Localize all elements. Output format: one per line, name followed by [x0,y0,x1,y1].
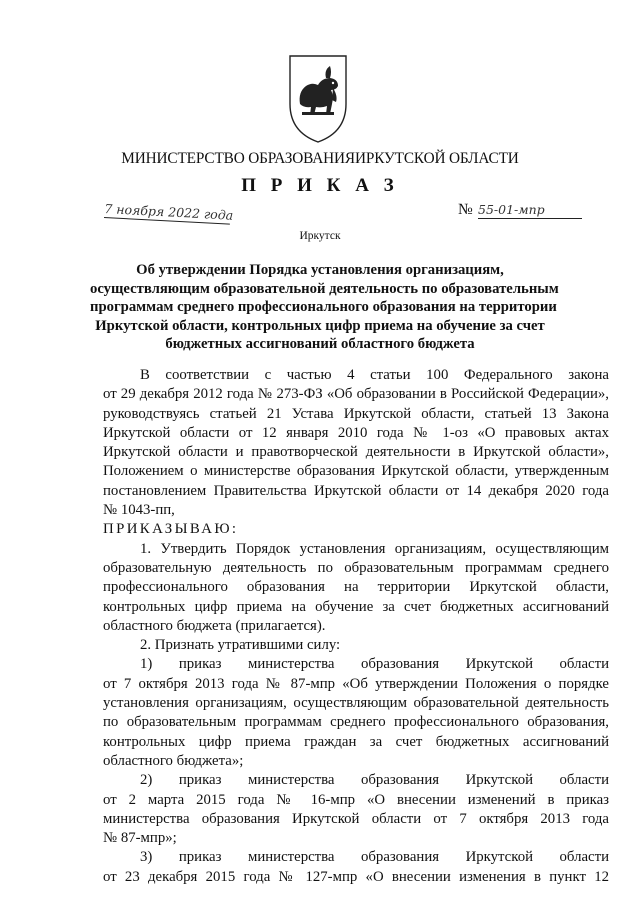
item-1-line: профессионального образования на территории Иркутской области, [103,579,609,596]
order-heading [90,261,559,354]
order-title: П Р И К А З [241,175,399,196]
preamble-line: руководствуясь статьей 21 Устава Иркутской области, статьей 13 Закона [103,405,609,422]
sub-item-1-line: от 7 октября 2013 года № 87-мпр «Об утверждении Положения о порядке [103,675,609,692]
sub-item-1-line: областного бюджета»; [103,752,244,769]
heading-line: Об утверждении Порядка установления организациям, [136,262,504,278]
number-sign: № [458,201,473,218]
item-1-line: контрольных цифр приема на обучение за счет бюджетных ассигнований [103,598,609,615]
preamble-line: от 29 декабря 2012 года № 273-ФЗ «Об образовании в Российской Федерации», [103,386,609,403]
sub-item-1-line: 1) приказ министерства образования Иркутской области [140,656,609,673]
preamble-line: Положением о министерстве образования Иркутской области, утвержденным [103,463,609,480]
item-2-intro: 2. Признать утратившими силу: [140,637,341,654]
heading-line: бюджетных ассигнований областного бюджета [165,336,475,353]
sub-item-1-line: по образовательным программам среднего профессионального образования, [103,714,609,731]
order-body [103,366,609,887]
order-word: ПРИКАЗЫВАЮ: [103,521,239,538]
item-1-line: 1. Утвердить Порядок установления организациям, осуществляющим [140,540,609,557]
handwritten-date: 7 ноября 2022 года [104,201,234,223]
preamble-line: Иркутской области и правотворческой деятельности в Иркутской области», [103,444,609,461]
sub-item-2-line: № 87-мпр»; [103,830,177,847]
preamble-line: постановлением Правительства Иркутской области от 14 декабря 2020 года [103,482,609,499]
preamble-line: В соответствии с частью 4 статьи 100 Федерального закона [140,367,609,383]
irkutsk-coat-of-arms-icon [286,52,350,144]
sub-item-3-line: 3) приказ министерства образования Иркутской области [140,849,609,866]
handwritten-order-number: 55-01-мпр [478,202,582,219]
sub-item-2-line: 2) приказ министерства образования Иркутской области [140,772,609,789]
sub-item-2-line: министерства образования Иркутской области от 7 октября 2013 года [103,810,609,827]
ministry-name: МИНИСТЕРСТВО ОБРАЗОВАНИЯИРКУТСКОЙ ОБЛАСТИ [121,150,519,167]
sub-item-1-line: установления организациям, осуществляющим образовательной деятельность [103,695,609,712]
heading-line: Иркутской области, контрольных цифр приема на обучение за счет [95,317,545,334]
heading-line: осуществляющим образовательной деятельность по образовательным [90,280,559,297]
sub-item-1-line: контрольных цифр приема граждан за счет бюджетных ассигнований [103,733,609,750]
sub-item-2-line: от 2 марта 2015 года № 16-мпр «О внесении изменений в приказ [103,791,609,808]
item-1-line: образовательную деятельность по образовательным программам среднего [103,559,609,576]
heading-line: программам среднего профессионального образования на территории [90,299,557,316]
item-1-line: областного бюджета (прилагается). [103,617,326,634]
city-name: Иркутск [299,230,341,242]
preamble-line: Иркутской области от 12 января 2010 года № 1-оз «О правовых актах [103,424,609,441]
preamble-line: № 1043-пп, [103,502,175,519]
sub-item-3-line: от 23 декабря 2015 года № 127-мпр «О внесении изменения в пункт 12 [103,868,609,885]
